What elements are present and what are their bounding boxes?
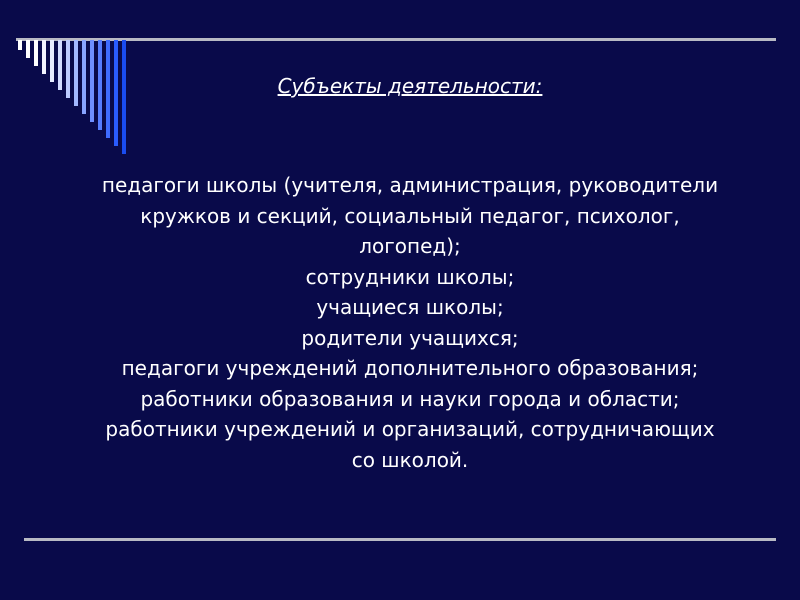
body-line: работники образования и науки города и области; — [140, 386, 680, 411]
bottom-divider — [24, 538, 776, 541]
decorative-bar — [34, 40, 38, 66]
body-line: педагоги школы (учителя, администрация, руководители — [101, 173, 719, 197]
body-line: родители учащихся; — [301, 325, 519, 350]
body-line: кружков и секций, социальный педагог, психолог, — [140, 203, 680, 228]
body-line: со школой. — [351, 447, 469, 472]
body-line: логопед); — [359, 234, 461, 258]
body-line: педагоги учреждений дополнительного образования; — [121, 356, 699, 380]
decorative-bar — [26, 40, 30, 58]
body-line: учащиеся школы; — [316, 295, 504, 319]
decorative-bar — [42, 40, 46, 74]
slide-body — [40, 170, 780, 475]
body-line: сотрудники школы; — [305, 264, 515, 289]
body-line: работники учреждений и организаций, сотрудничающих — [105, 417, 715, 441]
decorative-bar — [18, 40, 22, 50]
slide-title: Субъекты деятельности: — [277, 74, 543, 98]
